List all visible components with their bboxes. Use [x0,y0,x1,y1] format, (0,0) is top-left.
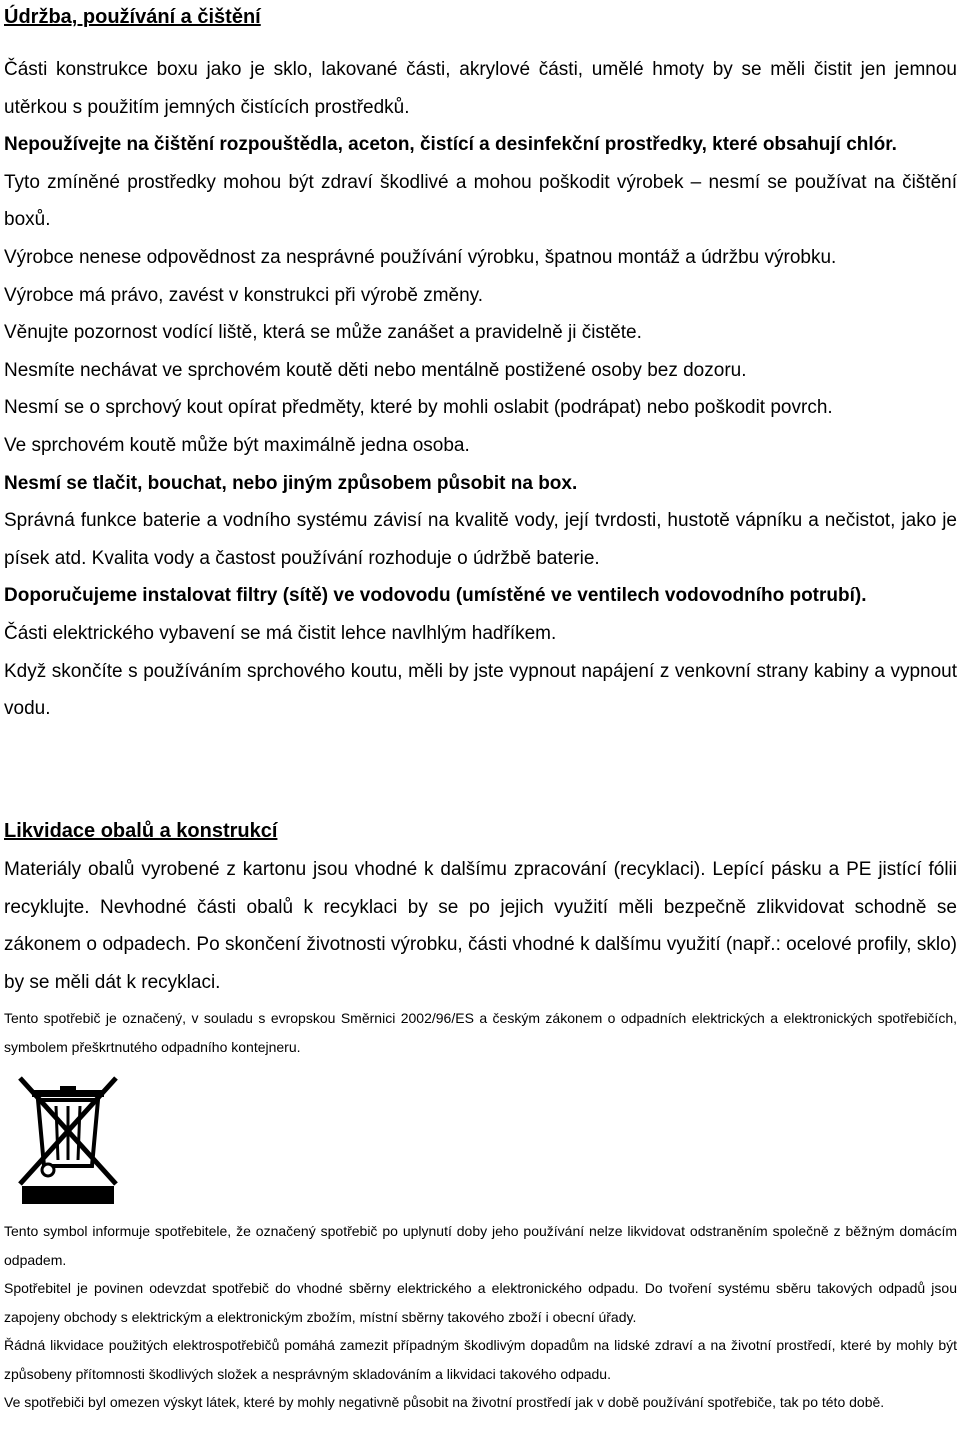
section-title-disposal: Likvidace obalů a konstrukcí [4,820,278,842]
disposal-section [4,851,957,1001]
paragraph-harmful-agents: Tyto zmíněné prostředky mohou být zdraví škodlivé a mohou poškodit výrobek – nesmí se používat na čištění boxů. [4,171,957,231]
paragraph-no-solvents: Nepoužívejte na čištění rozpouštědla, aceton, čistící a desinfekční prostředky, které obsahují chlór. [4,134,897,156]
paragraph-electrical: Části elektrického vybavení se má čistit lehce navlhlým hadříkem. [4,622,557,644]
paragraph-guide-rail: Věnujte pozornost vodící liště, která se může zanášet a pravidelně ji čistěte. [4,322,642,344]
crossed-out-wheelie-bin-icon [8,1072,128,1204]
paragraph-changes: Výrobce má právo, zavést v konstrukci při výrobě změny. [4,284,484,306]
paragraph-restricted-substances: Ve spotřebiči byl omezen výskyt látek, které by mohly negativně působit na životní prostředí jak v době používání spotřebiče, tak po této době. [4,1394,885,1410]
paragraph-one-person: Ve sprchovém koutě může být maximálně jedna osoba. [4,434,470,456]
paragraph-packaging-recycling: Materiály obalů vyrobené z kartonu jsou vhodné k dalšímu zpracování (recyklaci). Lepící pásku a PE jistící fólii recyklujte. Nevhodné části obalů k recyklaci by se po jejich využití měli bezpečně zlikvidovat schodně se zákonem o odpadech. Po skončení životnosti výrobku, části vhodné k dalšímu využití (např.: ocelové profily, sklo) by se měli dát k recyklaci. [4,859,957,993]
paragraph-filters: Doporučujeme instalovat filtry (sítě) ve vodovodu (umístěné ve ventilech vodovodního potrubí). [4,585,867,607]
paragraph-symbol-info: Tento symbol informuje spotřebitele, že označený spotřebič po uplynutí doby jeho používání nelze likvidovat odstraněním společně z běžným domácím odpadem. [4,1223,957,1268]
paragraph-power-off: Když skončíte s používáním sprchového koutu, měli by jste vypnout napájení z venkovní strany kabiny a vypnout vodu. [4,660,957,720]
paragraph-water-quality: Správná funkce baterie a vodního systému závisí na kvalitě vody, její tvrdosti, hustotě vápníku a nečistot, jako je písek atd. Kvalita vody a častost používání rozhoduje o údržbě baterie. [4,510,957,569]
paragraph-supervision: Nesmíte nechávat ve sprchovém koutě děti nebo mentálně postižené osoby bez dozoru. [4,359,747,381]
weee-note [4,1004,957,1061]
maintenance-section [4,51,957,728]
paragraph-weee-directive: Tento spotřebič je označený, v souladu s evropskou Směrnici 2002/96/ES a českým zákonem o odpadních elektrických a elektronických spotřebičích, symbolem přeškrtnutého odpadního kontejneru. [4,1010,957,1055]
paragraph-proper-disposal: Řádná likvidace použitých elektrospotřebičů pomáhá zamezit případným škodlivým dopadům na lidské zdraví a na životní prostředí, které by mohly být způsobeny přítomnosti škodlivých složek a nesprávným skladováním a likvidaci takového odpadu. [4,1337,957,1382]
paragraph-no-pushing: Nesmí se tlačit, bouchat, nebo jiným způsobem působit na box. [4,472,578,494]
section-title-maintenance: Údržba, používání a čištění [4,6,261,28]
paragraph-cleaning-parts: Části konstrukce boxu jako je sklo, lakované části, akrylové části, umělé hmoty by se měli čistit jen jemnou utěrkou s použitím jemných čistících prostředků. [4,59,957,118]
paragraph-no-leaning: Nesmí se o sprchový kout opírat předměty, které by mohli oslabit (podrápat) nebo poškodit povrch. [4,397,833,419]
weee-info [4,1217,957,1417]
paragraph-consumer-duty: Spotřebitel je povinen odevzdat spotřebič do vhodné sběrny elektrického a elektronického odpadu. Do tvoření systému sběru takových odpadů jsou zapojeny obchody s elektrickým a elektronickým zbožím, místní sběrny takového zboží i obecní úřady. [4,1280,957,1325]
paragraph-liability: Výrobce nenese odpovědnost za nesprávné používání výrobku, špatnou montáž a údržbu výrobku. [4,246,837,268]
